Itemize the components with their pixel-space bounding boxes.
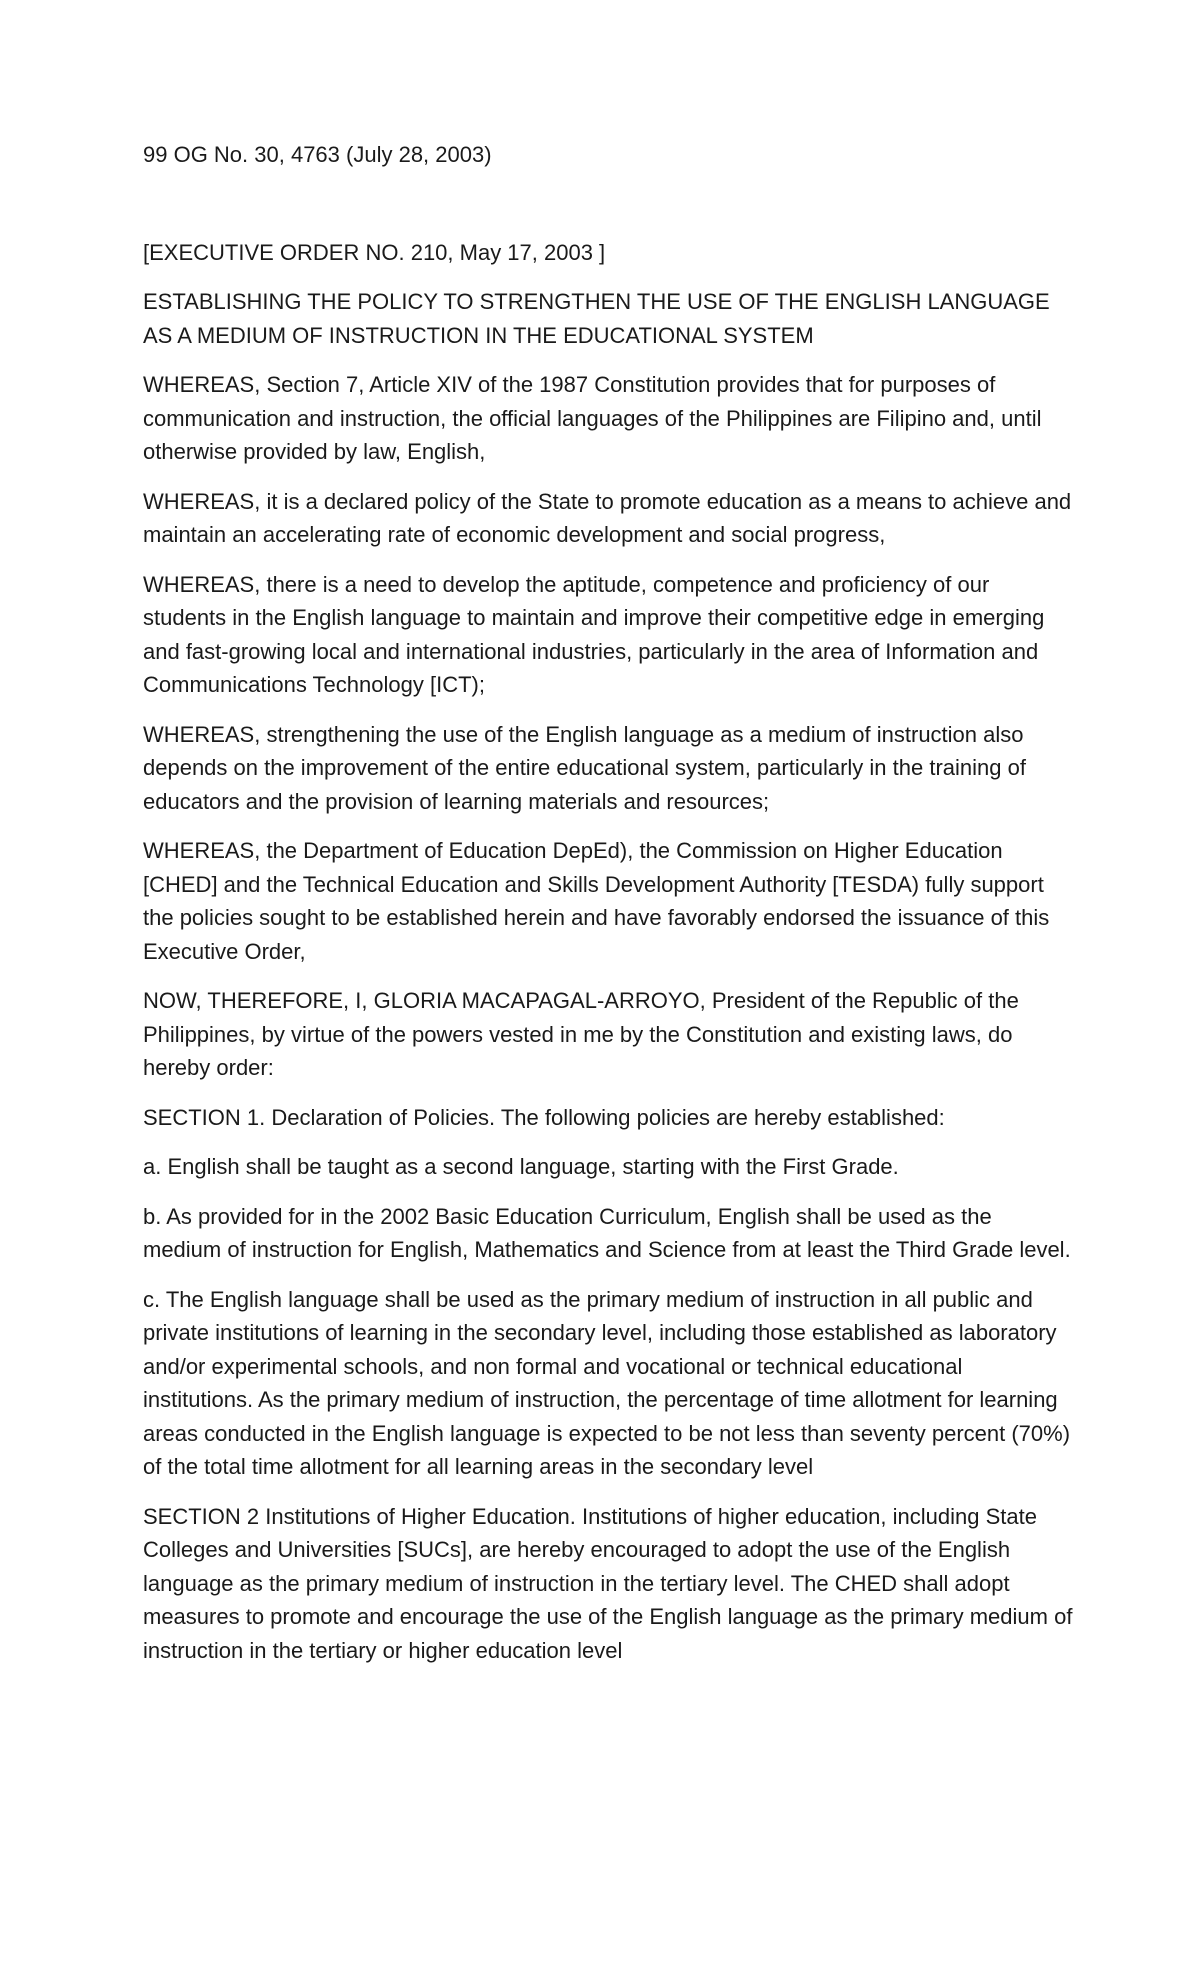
whereas-clause-educational-system: WHEREAS, strengthening the use of the English language as a medium of instruction also depends on the improvement of the entire educational system, particularly in the training of educators and the provision of learning materials and resources; — [143, 721, 1026, 814]
section-1-heading: SECTION 1. Declaration of Policies. The following policies are hereby established: — [143, 1104, 945, 1130]
gazette-citation: 99 OG No. 30, 4763 (July 28, 2003) — [143, 142, 492, 167]
policy-item-b: b. As provided for in the 2002 Basic Education Curriculum, English shall be used as the medium of instruction for English, Mathematics and Science from at least the Third Grade level. — [143, 1203, 1071, 1262]
executive-order-title: ESTABLISHING THE POLICY TO STRENGTHEN THE USE OF THE ENGLISH LANGUAGE AS A MEDIUM OF INSTRUCTION IN THE EDUCATIONAL SYSTEM — [143, 289, 1050, 348]
document-page — [143, 138, 1073, 1683]
executive-order-header: [EXECUTIVE ORDER NO. 210, May 17, 2003 ] — [143, 239, 606, 265]
policy-item-a: a. English shall be taught as a second language, starting with the First Grade. — [143, 1154, 899, 1179]
whereas-clause-education-policy: WHEREAS, it is a declared policy of the State to promote education as a means to achieve and maintain an accelerating rate of economic development and social progress, — [143, 488, 1072, 547]
section-2-higher-education: SECTION 2 Institutions of Higher Education. Institutions of higher education, including State Colleges and Universities [SUCs], are hereby encouraged to adopt the use of the English language as the primary medium of instruction in the tertiary level. The CHED shall adopt measures to promote and encourage the use of the English language as the primary medium of instruction in the tertiary or higher education level — [143, 1503, 1073, 1663]
whereas-clause-constitution: WHEREAS, Section 7, Article XIV of the 1987 Constitution provides that for purposes of communication and instruction, the official languages of the Philippines are Filipino and, until otherwise provided by law, English, — [143, 372, 1042, 464]
policy-item-c: c. The English language shall be used as the primary medium of instruction in all public and private institutions of learning in the secondary level, including those established as laboratory and/or experimental schools, and non formal and vocational or technical educational institutions. As the primary medium of instruction, the percentage of time allotment for learning areas conducted in the English language is expected to be not less than seventy percent (70%) of the total time allotment for all learning areas in the secondary level — [143, 1286, 1071, 1479]
whereas-clause-agency-support: WHEREAS, the Department of Education DepEd), the Commission on Higher Education [CHED] and the Technical Education and Skills Development Authority [TESDA) fully support the policies sought to be established herein and have favorably endorsed the issuance of this Executive Order, — [143, 838, 1050, 964]
now-therefore-clause: NOW, THEREFORE, I, GLORIA MACAPAGAL-ARROYO, President of the Republic of the Philippines, by virtue of the powers vested in me by the Constitution and existing laws, do hereby order: — [143, 988, 1019, 1080]
whereas-clause-english-proficiency: WHEREAS, there is a need to develop the aptitude, competence and proficiency of our students in the English language to maintain and improve their competitive edge in emerging and fast-growing local and international industries, particularly in the area of Information and Communications Technology [ICT); — [143, 571, 1045, 697]
